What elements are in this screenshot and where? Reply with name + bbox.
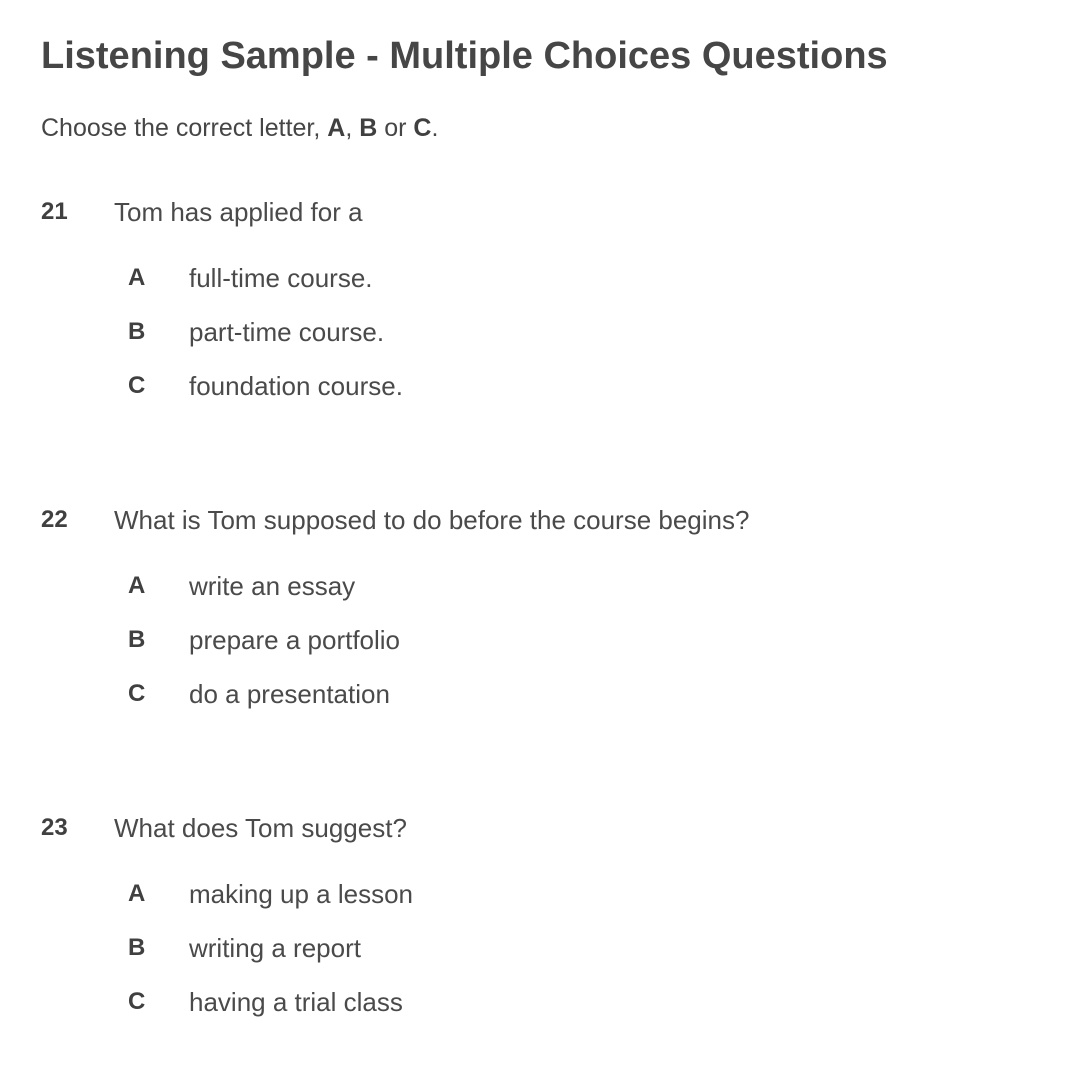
option-letter: A [128, 880, 146, 907]
instruction-separator: , [345, 114, 360, 142]
option-text: writing a report [189, 933, 361, 963]
option-a[interactable] [0, 261, 1080, 295]
option-b[interactable] [0, 623, 1080, 657]
option-c[interactable] [0, 369, 1080, 403]
option-letter: B [128, 626, 146, 653]
option-letter: B [128, 934, 146, 961]
option-letter: B [128, 318, 146, 345]
option-text: part-time course. [189, 317, 385, 347]
option-letter: A [128, 264, 146, 291]
option-c[interactable] [0, 677, 1080, 711]
option-text: prepare a portfolio [189, 625, 401, 655]
page-title: Listening Sample - Multiple Choices Questions [41, 35, 888, 77]
instruction-prefix: Choose the correct letter, [41, 114, 328, 142]
option-text: full-time course. [189, 263, 373, 293]
option-letter: C [128, 372, 146, 399]
option-a[interactable] [0, 569, 1080, 603]
question-number: 23 [41, 814, 68, 841]
instruction-letter-c: C [413, 114, 432, 142]
question-text: What is Tom supposed to do before the course begins? [114, 505, 750, 535]
instruction-letter-b: B [359, 114, 378, 142]
option-text: do a presentation [189, 679, 390, 709]
option-letter: C [128, 988, 146, 1015]
option-text: making up a lesson [189, 879, 414, 909]
option-a[interactable] [0, 877, 1080, 911]
question-text: What does Tom suggest? [114, 813, 407, 843]
option-c[interactable] [0, 985, 1080, 1019]
option-letter: C [128, 680, 146, 707]
question-number: 22 [41, 506, 68, 533]
instruction-suffix: . [431, 114, 439, 142]
option-letter: A [128, 572, 146, 599]
instruction-text [41, 111, 438, 145]
option-text: foundation course. [189, 371, 403, 401]
question-text: Tom has applied for a [114, 197, 363, 227]
option-text: having a trial class [189, 987, 403, 1017]
instruction-separator: or [377, 114, 414, 142]
instruction-letter-a: A [327, 114, 346, 142]
option-text: write an essay [189, 571, 356, 601]
option-b[interactable] [0, 315, 1080, 349]
option-b[interactable] [0, 931, 1080, 965]
question-number: 21 [41, 198, 68, 225]
